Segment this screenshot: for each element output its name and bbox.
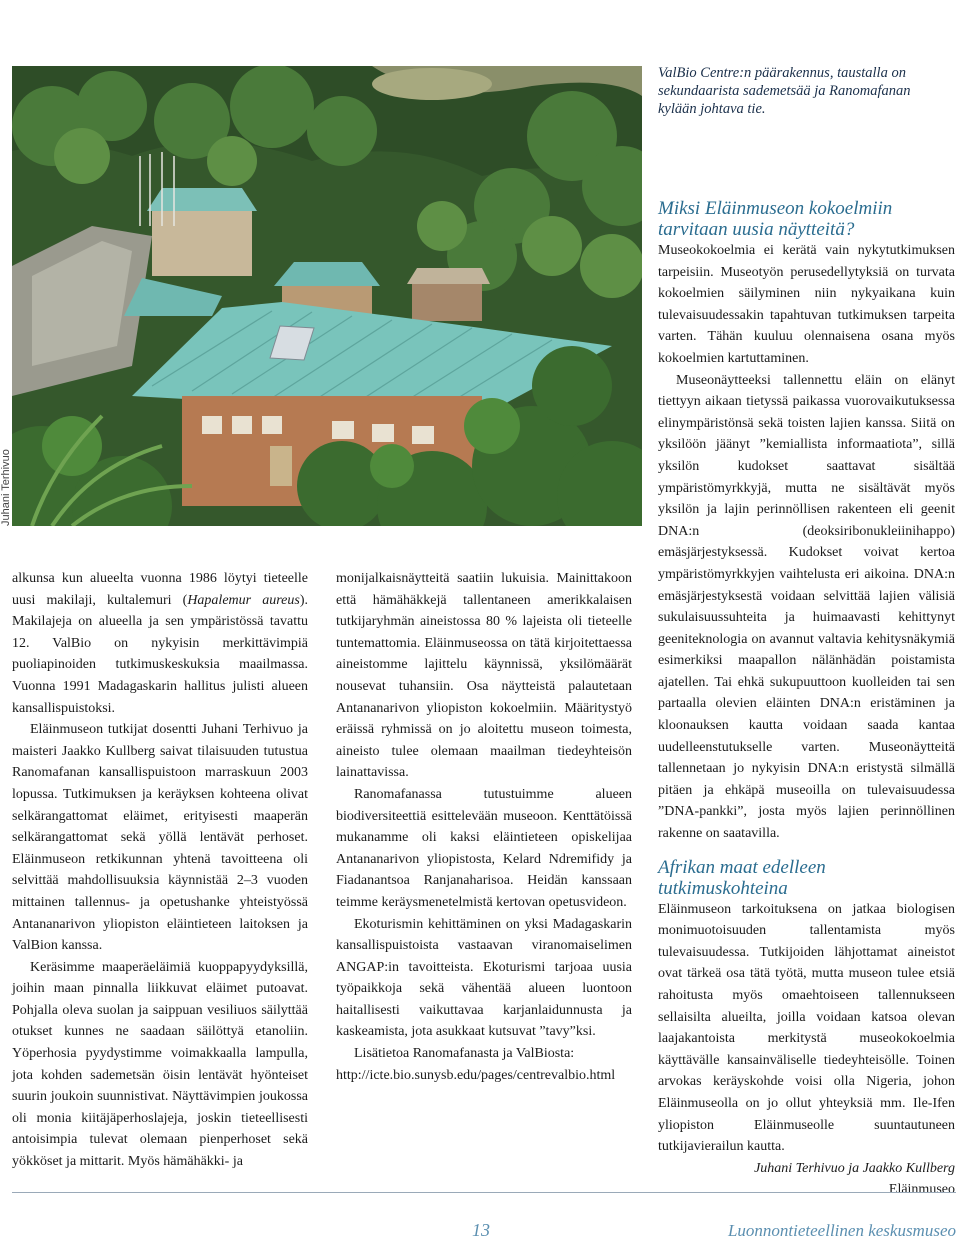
- publication-name: Luonnontieteellinen keskusmuseo: [727, 1221, 956, 1240]
- photo-valbio-centre: [12, 66, 642, 526]
- col1-paragraph-1: [12, 568, 308, 719]
- col2-paragraph-2: Ranomafanassa tutustuimme alueen biodiversiteettiä esittelevään museoon. Kenttätöissä mukanamme oli kaksi eläintieteen opiskelijaa Antananarivon yliopistosta, Kelard Ndremifidy ja Fiadanantsoa Ranjanaharisoa. Heidän kanssaan teimme keräysmenetelmistä kertovan opetusvideon.: [336, 786, 632, 910]
- footer-divider: [12, 1192, 956, 1193]
- valbio-building-illustration: [12, 66, 642, 526]
- col2-paragraph-3: Ekoturismin kehittäminen on yksi Madagaskarin kansallispuistoista vastaavan viranomaiselimen ANGAP:in tavoitteista. Ekoturismi tarjoaa uusia työpaikkoja sekä vähentää alueen luontoon haitallisesti vaikuttavaa karjanlaidunnusta ja kaskeamista, jota asukkaat kutsuvat ”tavy”ksi.: [336, 916, 632, 1040]
- section-heading-2: Afrikan maat edelleen tutkimuskohteina: [658, 856, 826, 899]
- col3-paragraph-1: Museokokoelmia ei kerätä vain nykytutkimuksen tarpeisiin. Museotyön perusedellytyksiä on turvata kokoelmien säilyminen niin nykyaikana kuin tulevaisuudessakin tapahtuvan tutkimuksen tarpeita varten. Tähän kuuluu olennaisena osana myös kokoelmien kartuttaminen.: [658, 243, 955, 366]
- col1-p1-rest: ). Makilajeja on alueella ja sen ympäristössä tavattu 12. ValBio on nykyisin merkittävimpiä puoliapinoiden tutkimuskeskuksia maailmassa. Vuonna 1991 Madagaskarin hallitus julisti alueen kansallispuistoksi.: [12, 592, 308, 716]
- col1-p1-text: alkunsa kun alueelta vuonna 1986 löytyi tieteelle uusi makilaji, kultalemuri (: [12, 571, 308, 608]
- author-byline: Juhani Terhivuo ja Jaakko Kullberg: [754, 1160, 955, 1176]
- species-name: Hapalemur aureus: [187, 592, 300, 608]
- photo-caption: ValBio Centre:n päärakennus, taustalla on sekundaarista sademetsää ja Ranomafanan kylään johtava tie.: [658, 65, 911, 117]
- col1-paragraph-3: Keräsimme maaperäeläimiä kuoppapyydyksillä, joihin maan pinnalla liikkuvat eläimet putoavat. Pohjalla oleva suolan ja saippuan vesiliuos säilyttää otukset kunnes ne saadaan säilöttyä etanoliin. Yöperhosia pyydystimme voimakkaalla lampulla, jota kohden sademetsän öisin lentävät hyönteiset suurin joukoin suunnistivat. Näyttävimpien joukossa oli monia kiitäjäperhoslajeja, joskin tieteellisesti antoisimpia tulevat olemaan pienperhoset sekä yökköset ja mittarit. Myös hämähäkki- ja: [12, 959, 308, 1170]
- col1-paragraph-2: Eläinmuseon tutkijat dosentti Juhani Terhivuo ja maisteri Jaakko Kullberg saivat tilaisuuden tutustua Ranomafanan kansallispuistoon marraskuun 2003 lopussa. Tutkimuksen ja keräyksen kohteena olivat selkärangattomat eläimet, erityisesti maaperän selkärangattomat sekä yöllä lentävät perhoset. Eläinmuseon retkikunnan yhtenä tavoitteena oli selvittää mahdollisuuksia käynnistää 2–3 vuoden mittainen tallennus- ja opetushanke yhteistyössä Antananarivon yliopiston eläintieteen laitoksen ja ValBion kanssa.: [12, 722, 308, 954]
- col2-paragraph-1: monijalkaisnäytteitä saatiin lukuisia. Mainittakoon että hämähäkkejä tallentaneen amerikkalaisen tutkijaryhmän aineistossa 80 % lajeista oli tieteelle tuntemattomia. Eläinmuseossa on tätä kirjoitettaessa aineistomme lajittelu käynnissä, yksilömäärät nousevat tuhansiin. Osa näytteistä palautetaan Antananarivon yliopiston kokoelmiin. Määritystyö eräissä ryhmissä on jo aloitettu museon toimesta, aineisto tulee olemaan maailman tiedeyhteisön lainattavissa.: [336, 571, 632, 781]
- col2-paragraph-4: Lisätietoa Ranomafanasta ja ValBiosta: http://icte.bio.sunysb.edu/pages/centrevalbio.html: [336, 1046, 616, 1083]
- column-3: [658, 198, 955, 1201]
- page-number: 13: [472, 1220, 490, 1240]
- author-organization: Eläinmuseo: [888, 1182, 955, 1198]
- section-heading-1: Miksi Eläinmuseon kokoelmiin tarvitaan uusia näytteitä?: [658, 198, 893, 240]
- photo-credit: [0, 449, 12, 606]
- col3-paragraph-2: Museonäytteeksi tallennettu eläin on elänyt tiettyyn aikaan tietyssä paikassa vuorovaikutuksessa elinympäristönsä sekä toisten lajien kanssa. Siitä on yksilöön jäänyt ”kemiallista informaatiota”, sillä yksilön kudokset saattavat sisältää ympäristömyrkkyjä, mutta ne sisältävät myös yksilön ja lajin perinnöllisen rakenteen eli geenit DNA:n (deoksiribonukleiinihappo) emäsjärjestyksessä. Kudokset voivat kertoa ympäristömyrkkyjen vaihtelusta eri aikoina. DNA:n emäsjärjestyksestä voidaan selvittää lajien välisiä sukulaisuussuhteita ja huimaavasti kehittynyt geeniteknologia on avannut valtavia kehitysnäkymiä esimerkiksi maapallon nälänhädän poistamista ajatellen. Tai ehkä sukupuuttoon kuolleiden tai sen partaalla olevien eläinten DNA:n eristäminen ja kloonauksen kautta voidaan saada kantaa uudelleenstutukselle varten. Museonäytteitä tallennetaan jo nykyisin DNA:n eristystä silmällä pitäen ja ehkäpä museoilla on tulevaisuudessa ”DNA-pankki”, josta myös lajien perinnöllinen rakenne on saatavilla.: [658, 372, 955, 842]
- photo-credit-text: Juhani Terhivuo: [0, 449, 12, 526]
- column-1: [12, 568, 308, 1173]
- col3-paragraph-3: Eläinmuseon tarkoituksena on jatkaa biologisen monimuotoisuuden tallentamista myös tulevaisuudessa. Tutkijoiden lähjottamat aineistot ovat tärkeä osa tätä työtä, mutta museon tulee etsiä rahoitusta myös omaehtoiseen tallennukseen sellaisilta alueilta, joilla voidaan katsoa olevan laajakantoista merkitystä museokokoelmia käyttävälle kansainväliselle tiedeyhteisölle. Toinen arvokas keräyskohde voisi olla Nigeria, johon Eläinmuseolla on jo ollut yhteyksiä mm. Ile-Ifen yliopiston Eläinmuseolle suuntautuneen tutkijavierailun kautta.: [658, 901, 955, 1155]
- column-2: [336, 568, 632, 1086]
